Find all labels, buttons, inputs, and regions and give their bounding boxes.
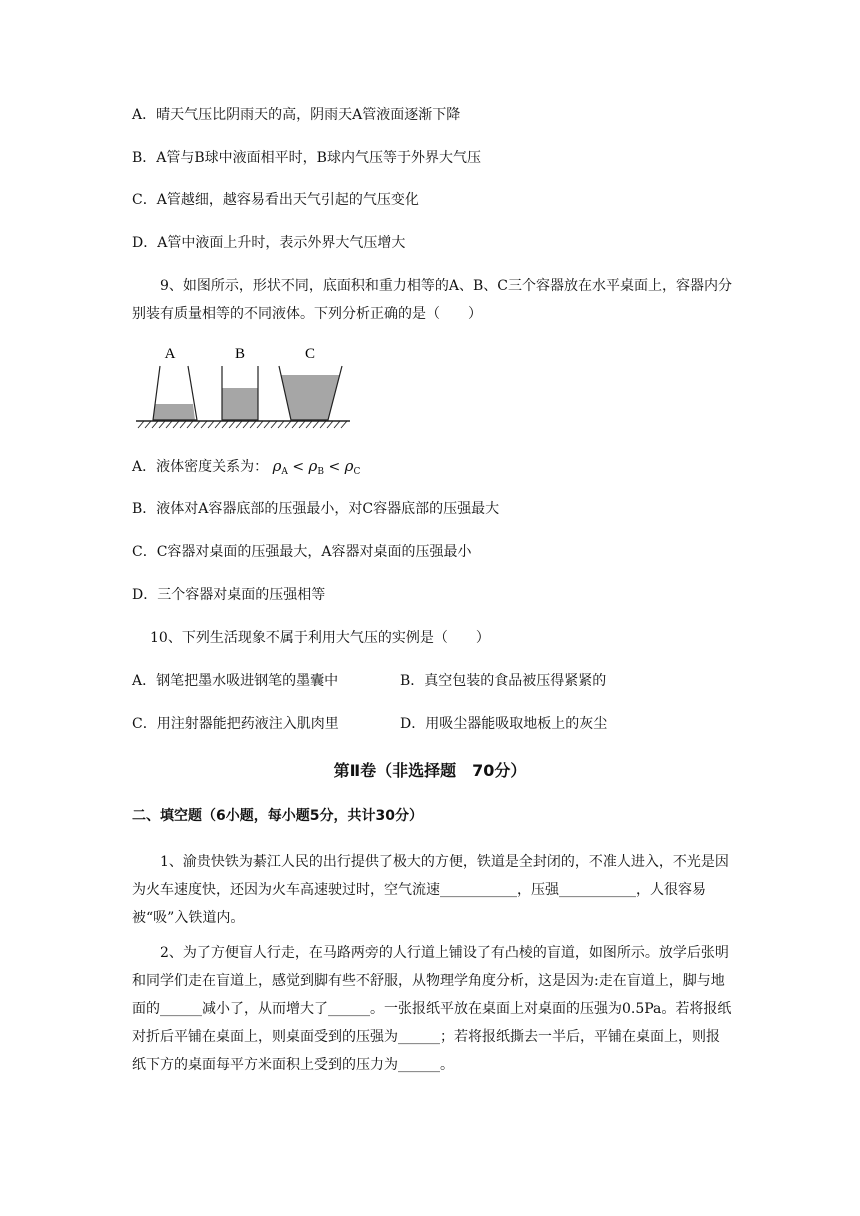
liquid-a — [153, 404, 195, 420]
container-label-c: C — [304, 346, 316, 362]
q10-option-d: D．用吸尘器能吸取地板上的灰尘 — [400, 716, 608, 732]
q10-option-a: A．钢笔把墨水吸进钢笔的墨囊中 — [132, 673, 339, 689]
q9-option-c: C．C容器对桌面的压强最大，A容器对桌面的压强最小 — [132, 544, 472, 560]
fill-question-1: 1、渝贵快铁为綦江人民的出行提供了极大的方便，铁道是全封闭的，不准人进入，不光是因为火车速度快，还因为火车高速驶过时，空气流速___________，压强___________，人很容易被“吸”入铁道内。 — [132, 854, 729, 926]
q8-option-a: A．晴天气压比阴雨天的高，阴雨天A管液面逐渐下降 — [132, 107, 461, 123]
rho-c: ρ — [344, 457, 354, 475]
fill-question-2: 2、为了方便盲人行走，在马路两旁的人行道上铺设了有凸棱的盲道，如图所示。放学后张明和同学们走在盲道上，感觉到脚有些不舒服，从物理学角度分析，这是因为:走在盲道上，脚与地面的______减小了，从而增大了______。一张报纸平放在桌面上对桌面的压强为0.5Pa。若将报纸对折后平铺在桌面上，则桌面受到的压强为______；若将报纸撕去一半后，平铺在桌面上，则报纸下方的桌面每平方米面积上受到的压力为______。 — [132, 945, 732, 1073]
lt-2: < — [324, 459, 345, 475]
q9-option-b: B．液体对A容器底部的压强最小，对C容器底部的压强最大 — [132, 501, 500, 517]
lt-1: < — [287, 459, 309, 475]
q8-option-b: B．A管与B球中液面相平时，B球内气压等于外界大气压 — [132, 150, 481, 166]
q9-option-a — [132, 456, 360, 482]
rho-a: ρ — [272, 457, 282, 475]
part2-title: 第Ⅱ卷（非选择题 70分） — [333, 761, 527, 780]
rho-a-sub: A — [281, 467, 288, 477]
q10-option-c: C．用注射器能把药液注入肌肉里 — [132, 716, 339, 732]
liquid-b — [222, 388, 258, 420]
q9-container-figure — [132, 342, 354, 434]
container-label-a: A — [164, 346, 176, 362]
section2-title: 二、填空题（6小题，每小题5分，共计30分） — [132, 808, 423, 824]
container-label-b: B — [234, 346, 246, 362]
q9-option-a-prefix: A．液体密度关系为： — [132, 459, 269, 475]
rho-b: ρ — [308, 457, 318, 475]
q8-option-c: C．A管越细，越容易看出天气引起的气压变化 — [132, 192, 419, 208]
q9-option-d: D．三个容器对桌面的压强相等 — [132, 587, 326, 603]
desk-hatching — [138, 421, 347, 428]
q10-option-b: B．真空包装的食品被压得紧紧的 — [400, 673, 607, 689]
rho-b-sub: B — [317, 467, 324, 477]
q9-stem: 9、如图所示，形状不同，底面积和重力相等的A、B、C三个容器放在水平桌面上，容器内分别装有质量相等的不同液体。下列分析正确的是（ ） — [132, 278, 733, 322]
q10-stem: 10、下列生活现象不属于利用大气压的实例是（ ） — [150, 630, 490, 646]
rho-c-sub: C — [353, 467, 361, 477]
q8-option-d: D．A管中液面上升时，表示外界大气压增大 — [132, 235, 406, 251]
